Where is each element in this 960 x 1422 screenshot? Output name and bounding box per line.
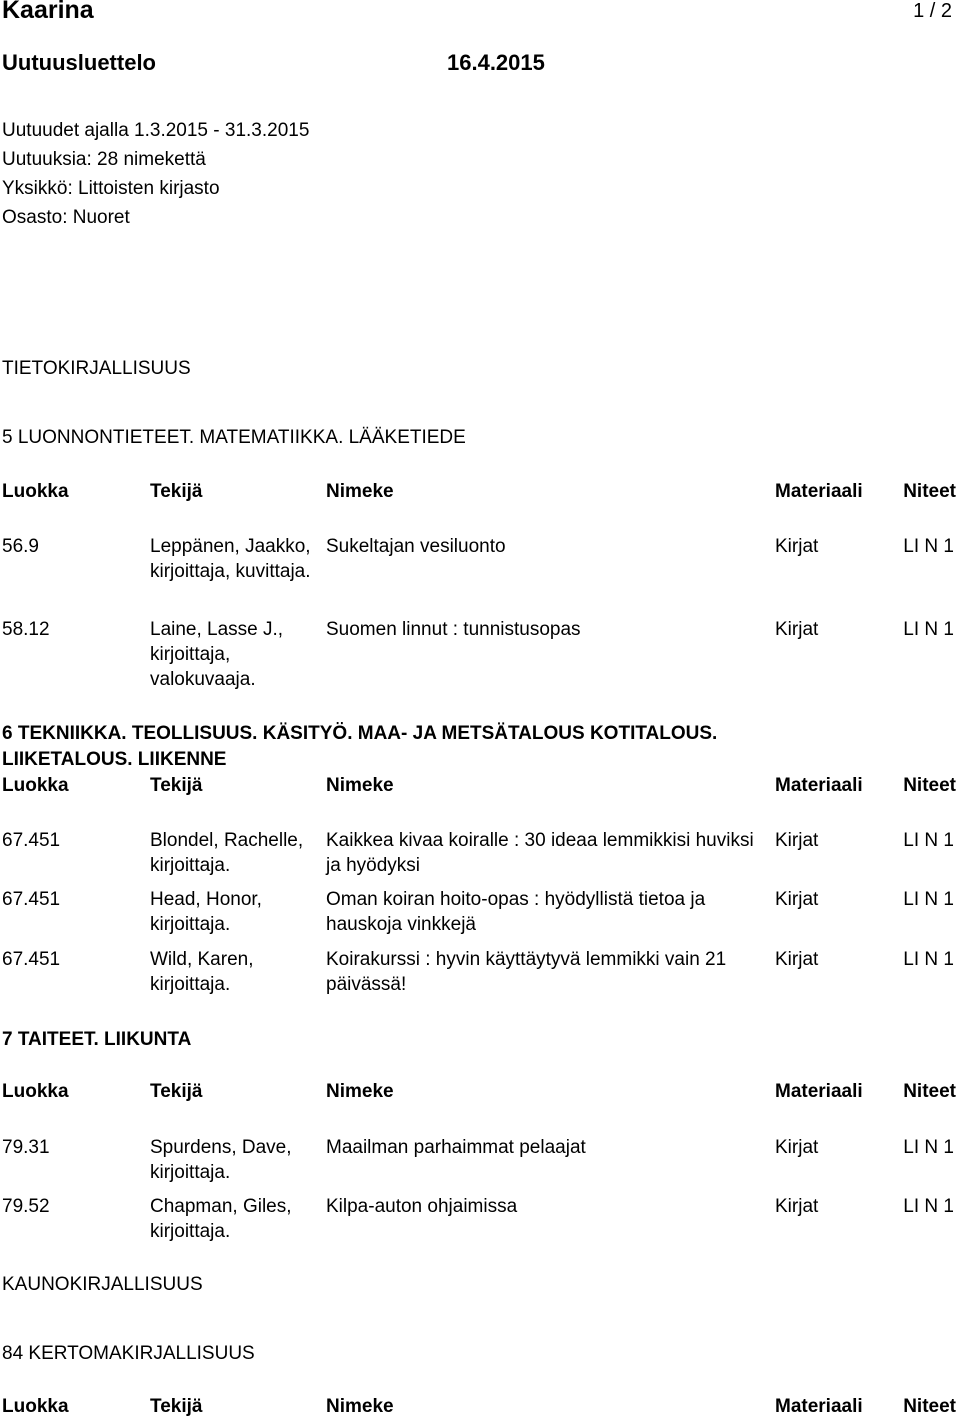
cell-author: Leppänen, Jaakko, kirjoittaja, kuvittaja. <box>150 536 311 582</box>
cell-material: Kirjat <box>775 1137 819 1158</box>
cell-class: 79.31 <box>2 1137 50 1158</box>
cell-copies: LI N 1 <box>903 830 954 851</box>
cell-copies: LI N 1 <box>903 619 954 640</box>
col-header-material: Materiaali <box>775 775 863 796</box>
col-header-author: Tekijä <box>150 1396 203 1417</box>
col-header-title: Nimeke <box>326 1396 394 1417</box>
cell-copies: LI N 1 <box>903 949 954 970</box>
cell-author: Spurdens, Dave, kirjoittaja. <box>150 1137 292 1183</box>
section-84: 84 KERTOMAKIRJALLISUUS <box>2 1343 255 1364</box>
cell-title: Maailman parhaimmat pelaajat <box>326 1137 586 1158</box>
table-header <box>0 1396 960 1422</box>
library-name: Kaarina <box>2 0 94 24</box>
col-header-copies: Niteet <box>903 481 956 502</box>
col-header-copies: Niteet <box>903 775 956 796</box>
meta-count: Uutuuksia: 28 nimekettä <box>2 149 206 170</box>
table-header <box>0 1081 960 1107</box>
cell-author: Head, Honor, kirjoittaja. <box>150 889 262 935</box>
cell-copies: LI N 1 <box>903 1196 954 1217</box>
section-6 <box>2 721 717 773</box>
cell-title: Kilpa-auton ohjaimissa <box>326 1196 518 1217</box>
cell-class: 67.451 <box>2 949 61 970</box>
section-6-line-2: LIIKETALOUS. LIIKENNE <box>2 749 227 770</box>
cell-class: 56.9 <box>2 536 39 557</box>
cell-material: Kirjat <box>775 830 819 851</box>
cell-class: 67.451 <box>2 830 61 851</box>
document-meta <box>2 116 309 232</box>
col-header-title: Nimeke <box>326 775 394 796</box>
col-header-material: Materiaali <box>775 1396 863 1417</box>
cell-material: Kirjat <box>775 889 819 910</box>
cell-class: 79.52 <box>2 1196 50 1217</box>
cell-title: Sukeltajan vesiluonto <box>326 536 506 557</box>
cell-material: Kirjat <box>775 536 819 557</box>
col-header-title: Nimeke <box>326 1081 394 1102</box>
cell-class: 67.451 <box>2 889 61 910</box>
section-kaunokirjallisuus: KAUNOKIRJALLISUUS <box>2 1274 203 1295</box>
cell-class: 58.12 <box>2 619 50 640</box>
col-header-author: Tekijä <box>150 481 203 502</box>
cell-material: Kirjat <box>775 949 819 970</box>
cell-title: Oman koiran hoito-opas : hyödyllistä tietoa ja hauskoja vinkkejä <box>326 889 706 935</box>
col-header-author: Tekijä <box>150 775 203 796</box>
meta-unit: Yksikkö: Littoisten kirjasto <box>2 178 220 199</box>
section-5: 5 LUONNONTIETEET. MATEMATIIKKA. LÄÄKETIEDE <box>2 427 466 448</box>
section-tietokirjallisuus: TIETOKIRJALLISUUS <box>2 358 191 379</box>
col-header-copies: Niteet <box>903 1081 956 1102</box>
page-number: 1 / 2 <box>913 0 952 22</box>
meta-period: Uutuudet ajalla 1.3.2015 - 31.3.2015 <box>2 120 310 141</box>
cell-title: Koirakurssi : hyvin käyttäytyvä lemmikki vain 21 päivässä! <box>326 949 727 995</box>
cell-title: Suomen linnut : tunnistusopas <box>326 619 581 640</box>
cell-material: Kirjat <box>775 1196 819 1217</box>
meta-department: Osasto: Nuoret <box>2 207 130 228</box>
cell-copies: LI N 1 <box>903 1137 954 1158</box>
col-header-class: Luokka <box>2 1396 69 1417</box>
section-6-line-1: 6 TEKNIIKKA. TEOLLISUUS. KÄSITYÖ. MAA- JA METSÄTALOUS KOTITALOUS. <box>2 723 718 744</box>
table-header <box>0 775 960 801</box>
cell-author: Chapman, Giles, kirjoittaja. <box>150 1196 292 1242</box>
table-header <box>0 481 960 507</box>
cell-author: Wild, Karen, kirjoittaja. <box>150 949 254 995</box>
cell-material: Kirjat <box>775 619 819 640</box>
cell-author: Blondel, Rachelle, kirjoittaja. <box>150 830 304 876</box>
col-header-class: Luokka <box>2 775 69 796</box>
cell-title: Kaikkea kivaa koiralle : 30 ideaa lemmikkisi huviksi ja hyödyksi <box>326 830 754 876</box>
col-header-class: Luokka <box>2 481 69 502</box>
cell-copies: LI N 1 <box>903 889 954 910</box>
col-header-copies: Niteet <box>903 1396 956 1417</box>
col-header-title: Nimeke <box>326 481 394 502</box>
cell-copies: LI N 1 <box>903 536 954 557</box>
section-7: 7 TAITEET. LIIKUNTA <box>2 1029 192 1050</box>
document-title: Uutuusluettelo <box>2 50 156 75</box>
document-date: 16.4.2015 <box>447 50 545 75</box>
col-header-material: Materiaali <box>775 1081 863 1102</box>
cell-author: Laine, Lasse J., kirjoittaja, valokuvaaja. <box>150 619 284 690</box>
col-header-material: Materiaali <box>775 481 863 502</box>
col-header-author: Tekijä <box>150 1081 203 1102</box>
col-header-class: Luokka <box>2 1081 69 1102</box>
